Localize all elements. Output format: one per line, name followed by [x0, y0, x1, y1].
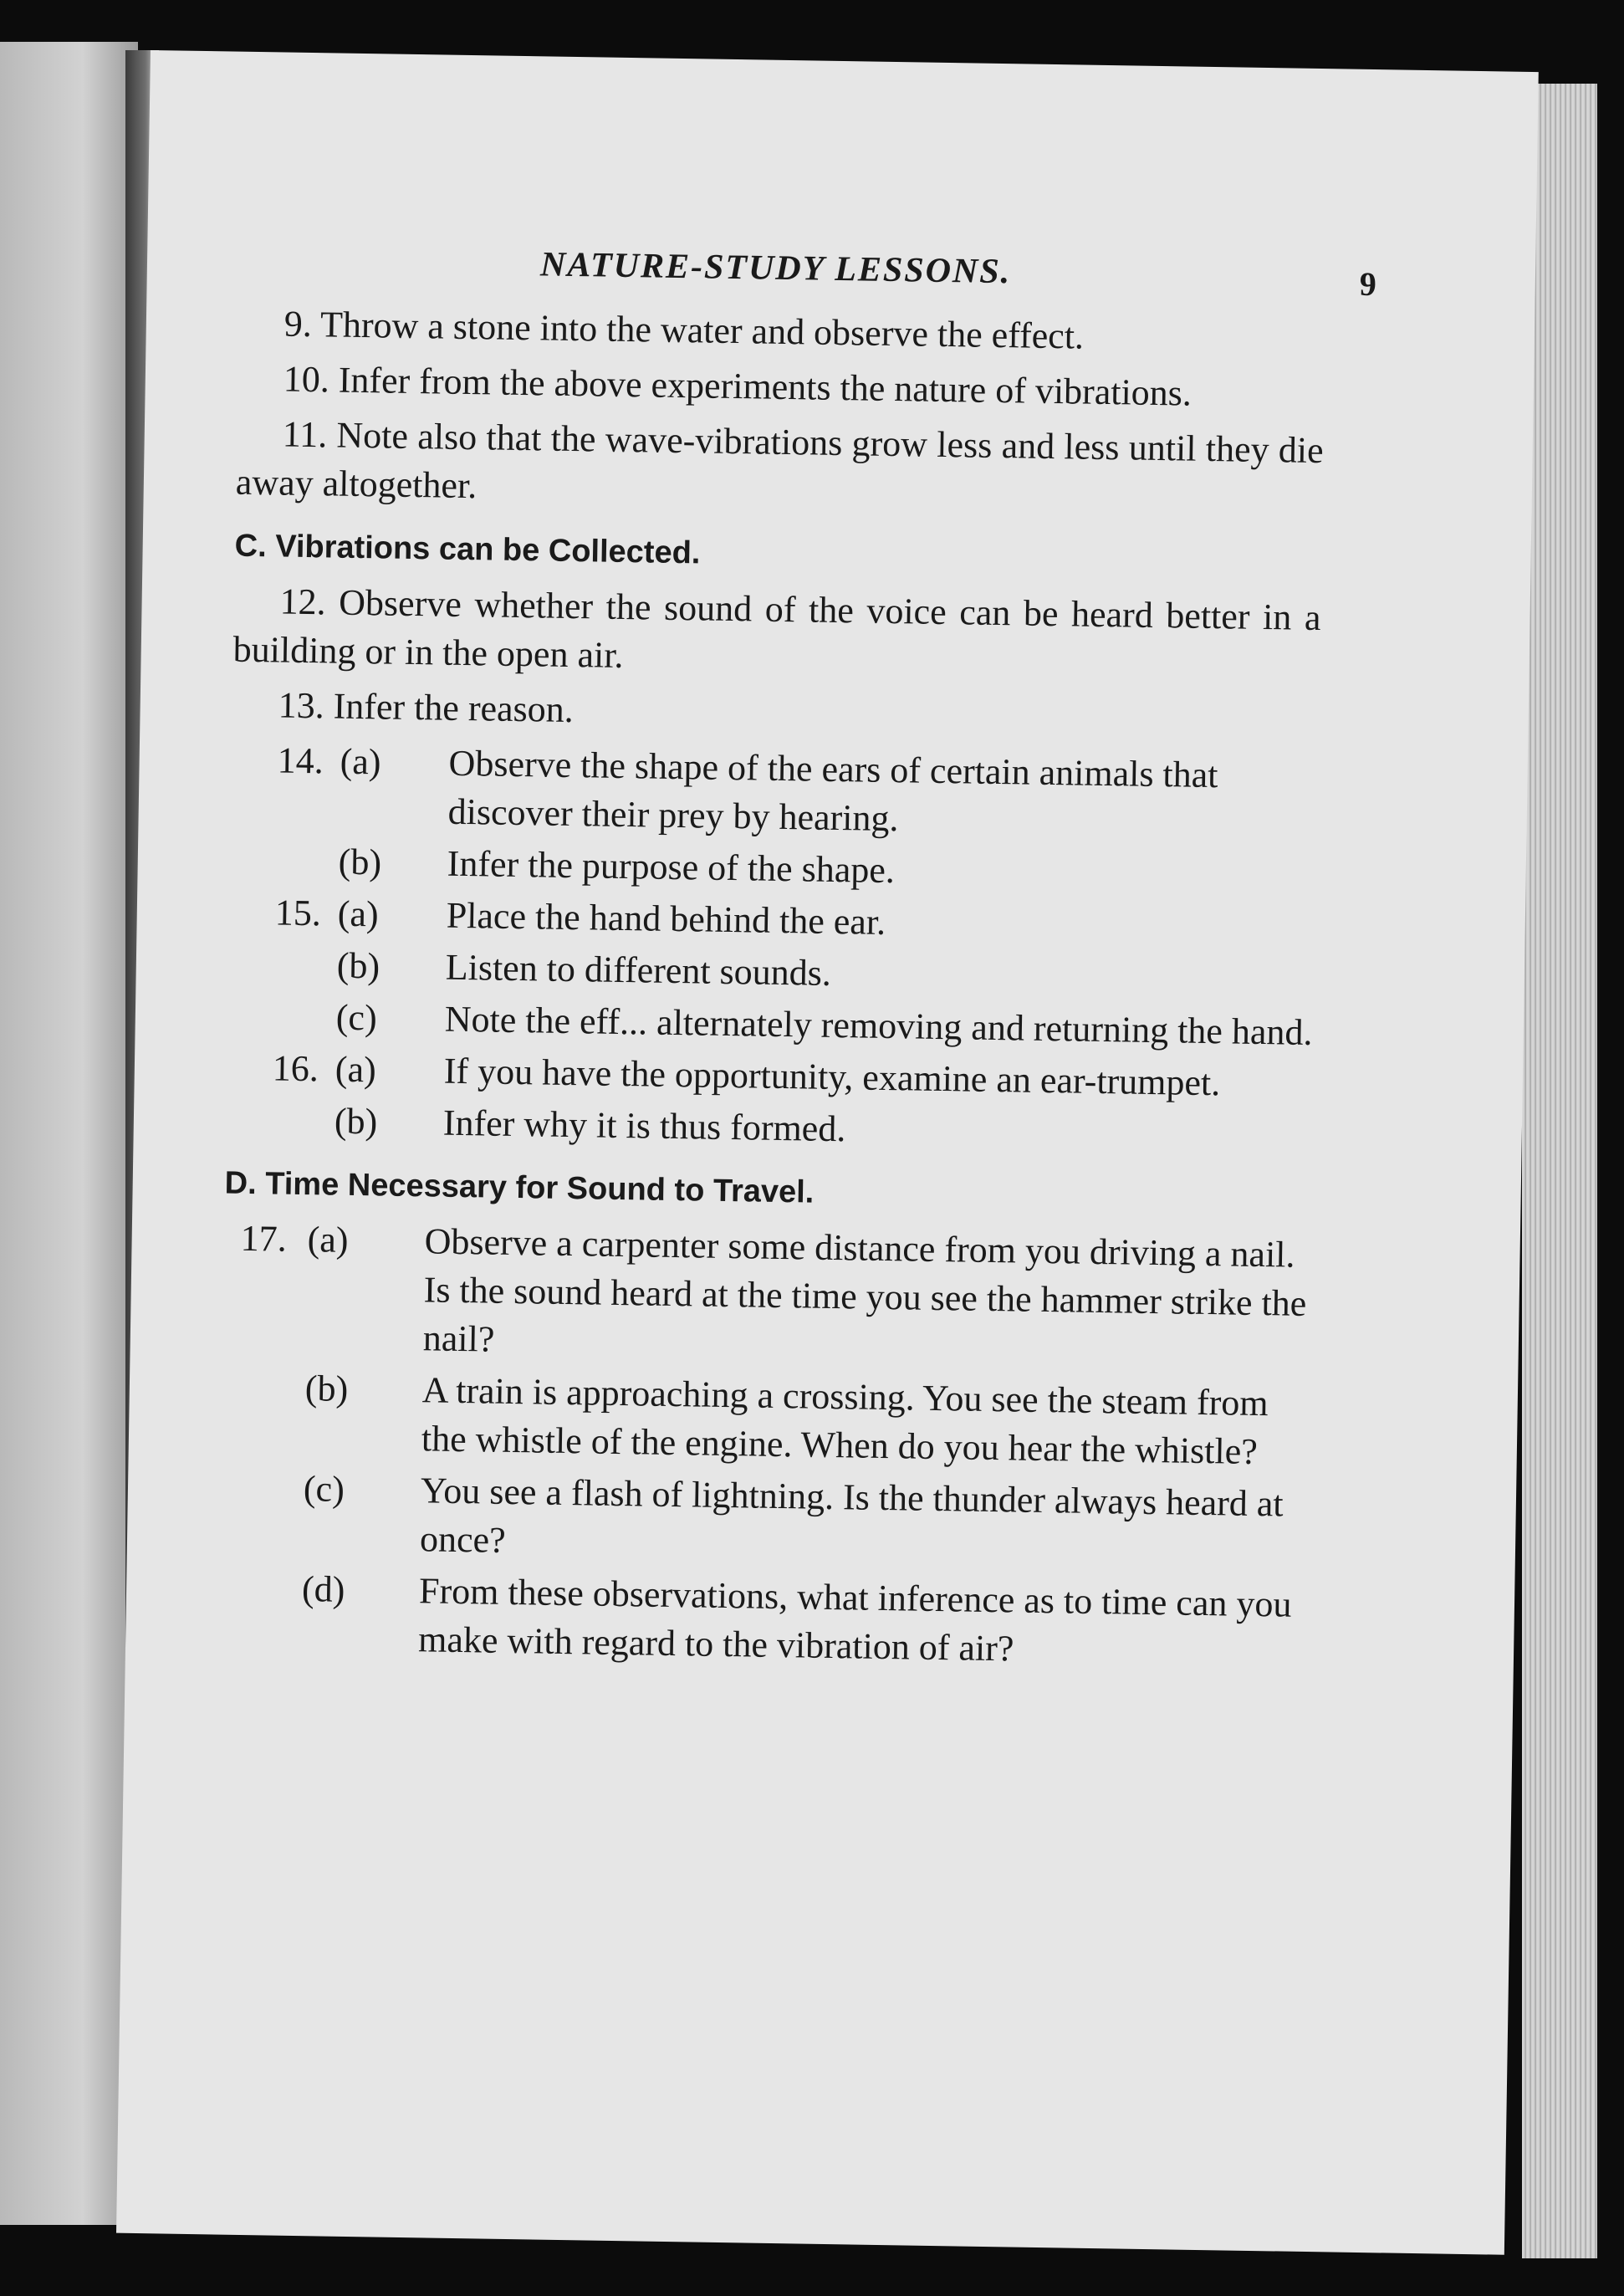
running-head: NATURE-STUDY LESSONS. [539, 245, 1012, 292]
item-14a-text: Observe the shape of the ears of certain animals that discover their prey by hearing. [447, 742, 1218, 840]
section-c-heading: C. Vibrations can be Collected. [234, 528, 701, 571]
item-17a-label: (a) [307, 1219, 349, 1260]
item-15b-label: (b) [336, 944, 380, 987]
item-16b-text: Infer why it is thus formed. [442, 1102, 846, 1150]
item-17c [219, 1464, 1308, 1578]
section-d-heading: D. Time Necessary for Sound to Travel. [224, 1165, 815, 1210]
page-number: 9 [1359, 264, 1377, 304]
page-header [238, 236, 1377, 311]
item-12: 12. Observe whether the sound of the voice can be heard better in a building or in the open air. [232, 580, 1321, 676]
item-14a-label: (a) [340, 740, 381, 783]
item-16a-text: If you have the opportunity, examine an ear-trumpet. [443, 1050, 1221, 1104]
item-9: 9. Throw a stone into the water and observe the effect. [283, 303, 1085, 357]
item-15c-label: (c) [335, 996, 378, 1039]
item-17a-text: Observe a carpenter some distance from you driving a nail. Is the sound heard at the time you see the hammer strike the nail? [422, 1220, 1307, 1360]
item-15a-label: (a) [337, 892, 380, 935]
item-16b-label: (b) [334, 1100, 378, 1143]
item-14b-label: (b) [338, 841, 382, 883]
item-15a-text: Place the hand behind the ear. [446, 894, 886, 943]
item-17b-text: A train is approaching a crossing. You see the steam from the whistle of the engine. When do you hear the whistle? [421, 1369, 1269, 1472]
item-17d-text: From these observations, what inference as to time can you make with regard to the vibration of air? [417, 1570, 1292, 1670]
item-17d [217, 1564, 1306, 1678]
item-10: 10. Infer from the above experiments the nature of vibrations. [283, 358, 1192, 414]
item-14b-text: Infer the purpose of the shape. [447, 842, 896, 892]
item-17c-text: You see a flash of lightning. Is the thunder always heard at once? [419, 1470, 1284, 1561]
item-17-number: 17. [240, 1217, 288, 1260]
item-14a [230, 736, 1319, 850]
left-page-edge [0, 42, 138, 2225]
item-16-number: 16. [272, 1047, 319, 1090]
item-17a [222, 1214, 1311, 1377]
item-15b-text: Listen to different sounds. [445, 946, 832, 994]
item-14-number: 14. [277, 739, 324, 782]
item-17b [221, 1363, 1310, 1477]
book-page [116, 50, 1539, 2255]
item-17b-label: (b) [304, 1368, 349, 1409]
item-13: 13. Infer the reason. [278, 684, 575, 731]
item-11: 11. Note also that the wave-vibrations grow less and less until they die away altogether. [235, 413, 1325, 507]
item-15c-text: Note the eff... alternately removing and returning the hand. [444, 998, 1313, 1053]
item-17c-label: (c) [303, 1468, 345, 1510]
item-15-number: 15. [274, 892, 322, 934]
page-content [217, 236, 1377, 1681]
item-17d-label: (d) [301, 1568, 345, 1610]
item-16a-label: (a) [335, 1048, 377, 1091]
page-stack-edge [1522, 84, 1597, 2258]
